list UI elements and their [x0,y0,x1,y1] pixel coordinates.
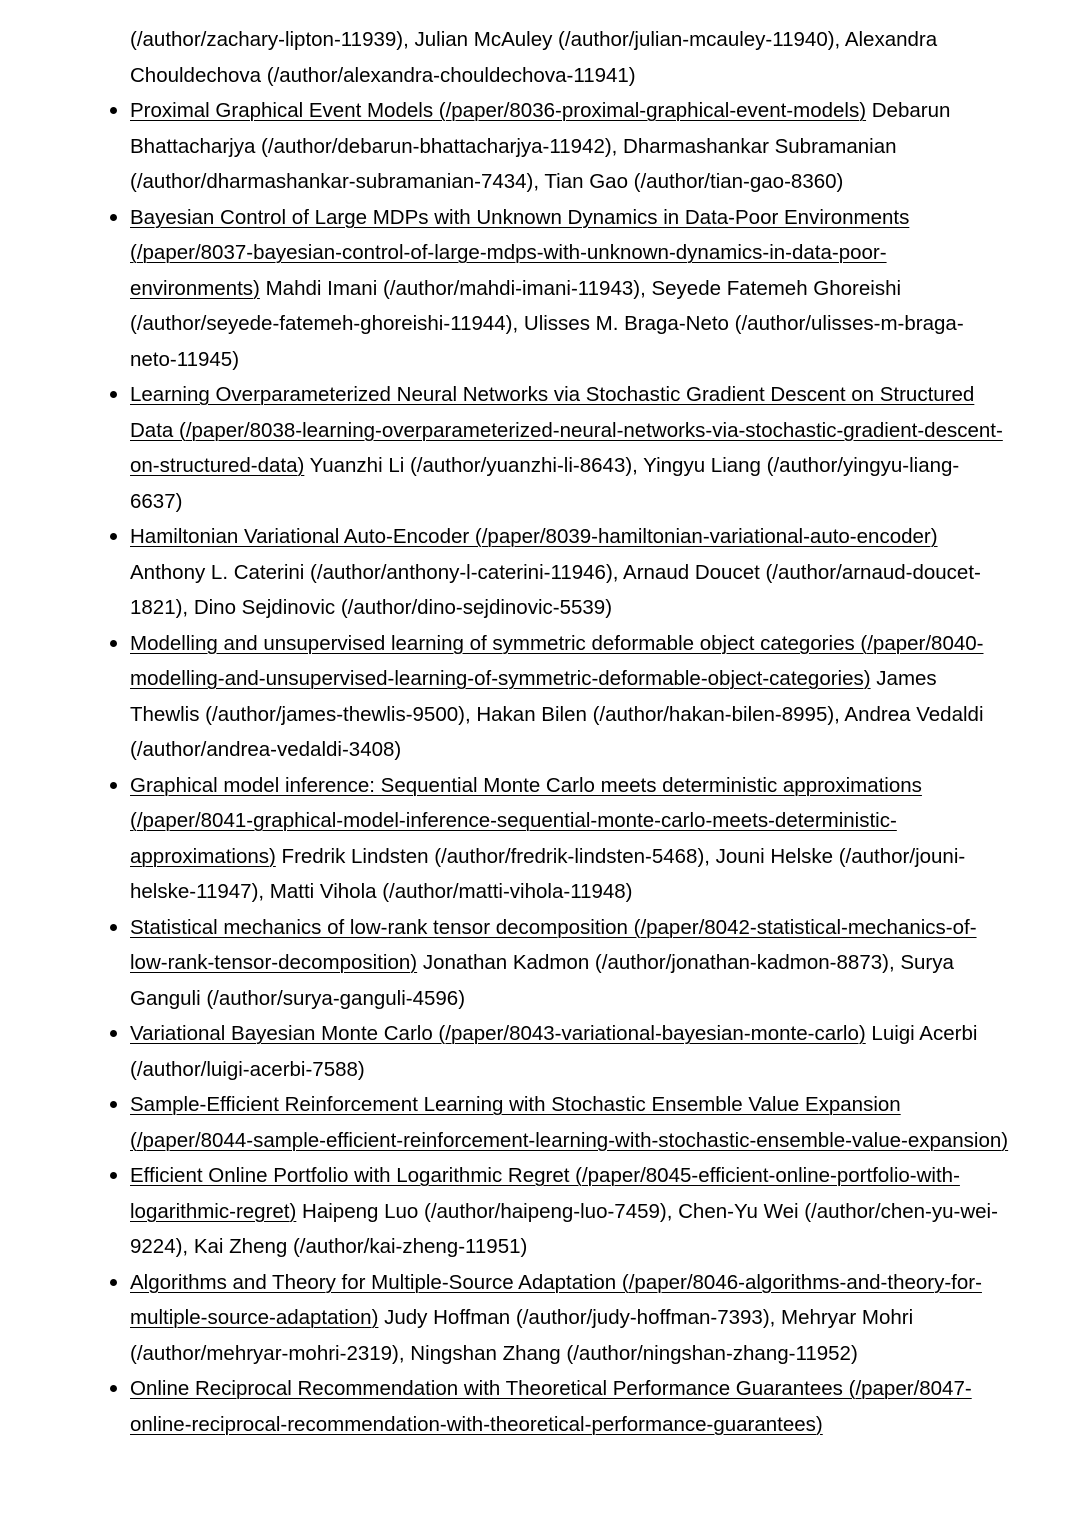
paper-authors: Luigi Acerbi (/author/luigi-acerbi-7588) [130,1022,978,1081]
paper-list [130,93,1010,1442]
paper-item [130,626,1010,768]
paper-item [130,910,1010,1017]
paper-authors: Jonathan Kadmon (/author/jonathan-kadmon-8873), Surya Ganguli (/author/surya-ganguli-4596) [130,951,954,1010]
paper-link[interactable]: Proximal Graphical Event Models (/paper/8036-proximal-graphical-event-models) [130,99,867,122]
paper-authors: Anthony L. Caterini (/author/anthony-l-caterini-11946), Arnaud Doucet (/author/arnaud-doucet-1821), Dino Sejdinovic (/author/dino-sejdinovic-5539) [130,560,981,619]
paper-authors: Debarun Bhattacharjya (/author/debarun-bhattacharjya-11942), Dharmashankar Subramanian (/author/dharmashankar-subramanian-7434), Tian Gao (/author/tian-gao-8360) [130,99,951,193]
paper-link[interactable]: Graphical model inference: Sequential Monte Carlo meets deterministic approximations (/paper/8041-graphical-model-inference-sequential-monte-carlo-meets-deterministic-approximations) [130,773,922,868]
continuation-authors: (/author/zachary-lipton-11939), Julian McAuley (/author/julian-mcauley-11940), Alexandra Chouldechova (/author/alexandra-chouldechova-11941) [130,28,938,87]
paper-item [130,1265,1010,1372]
paper-authors: Judy Hoffman (/author/judy-hoffman-7393), Mehryar Mohri (/author/mehryar-mohri-2319), Ningshan Zhang (/author/ningshan-zhang-11952) [130,1306,914,1365]
paper-link[interactable]: Algorithms and Theory for Multiple-Source Adaptation (/paper/8046-algorithms-and-theory-for-multiple-source-adaptation) [130,1270,982,1329]
paper-link[interactable]: Variational Bayesian Monte Carlo (/paper/8043-variational-bayesian-monte-carlo) [130,1022,866,1045]
paper-item [130,1371,1010,1442]
paper-item [130,1087,1010,1158]
paper-item [130,768,1010,910]
paper-authors: James Thewlis (/author/james-thewlis-9500), Hakan Bilen (/author/hakan-bilen-8995), Andrea Vedaldi (/author/andrea-vedaldi-3408) [130,667,984,761]
paper-item [130,200,1010,378]
paper-authors: Yuanzhi Li (/author/yuanzhi-li-8643), Yingyu Liang (/author/yingyu-liang-6637) [130,454,960,513]
paper-link[interactable]: Hamiltonian Variational Auto-Encoder (/paper/8039-hamiltonian-variational-auto-encoder) [130,525,938,548]
paper-link[interactable]: Modelling and unsupervised learning of symmetric deformable object categories (/paper/8040-modelling-and-unsupervised-learning-of-symmetric-deformable-object-categories) [130,631,984,690]
paper-item [130,93,1010,200]
paper-link[interactable]: Learning Overparameterized Neural Networks via Stochastic Gradient Descent on Structured Data (/paper/8038-learning-overparameterized-neural-networks-via-stochastic-gradient-descent-on-structured-data) [130,383,1003,477]
paper-link[interactable]: Sample-Efficient Reinforcement Learning with Stochastic Ensemble Value Expansion (/paper/8044-sample-efficient-reinforcement-learning-with-stochastic-ensemble-value-expansion) [130,1093,1009,1152]
paper-authors: Mahdi Imani (/author/mahdi-imani-11943), Seyede Fatemeh Ghoreishi (/author/seyede-fatemeh-ghoreishi-11944), Ulisses M. Braga-Neto (/author/ulisses-m-braga-neto-11945) [130,276,964,371]
paper-link[interactable]: Efficient Online Portfolio with Logarithmic Regret (/paper/8045-efficient-online-portfolio-with-logarithmic-regret) [130,1164,960,1223]
paper-link[interactable]: Online Reciprocal Recommendation with Theoretical Performance Guarantees (/paper/8047-online-reciprocal-recommendation-with-theoretical-performance-guarantees) [130,1377,972,1436]
paper-link[interactable]: Statistical mechanics of low-rank tensor decomposition (/paper/8042-statistical-mechanics-of-low-rank-tensor-decomposition) [130,915,977,974]
paper-item [130,519,1010,626]
paper-authors: Fredrik Lindsten (/author/fredrik-lindsten-5468), Jouni Helske (/author/jouni-helske-11947), Matti Vihola (/author/matti-vihola-11948) [130,844,966,903]
paper-item [130,1016,1010,1087]
paper-link[interactable]: Bayesian Control of Large MDPs with Unknown Dynamics in Data-Poor Environments (/paper/8037-bayesian-control-of-large-mdps-with-unknown-dynamics-in-data-poor-environments) [130,205,910,300]
paper-authors: Haipeng Luo (/author/haipeng-luo-7459), Chen-Yu Wei (/author/chen-yu-wei-9224), Kai Zheng (/author/kai-zheng-11951) [130,1199,998,1258]
paper-item [130,377,1010,519]
paper-item [130,1158,1010,1265]
